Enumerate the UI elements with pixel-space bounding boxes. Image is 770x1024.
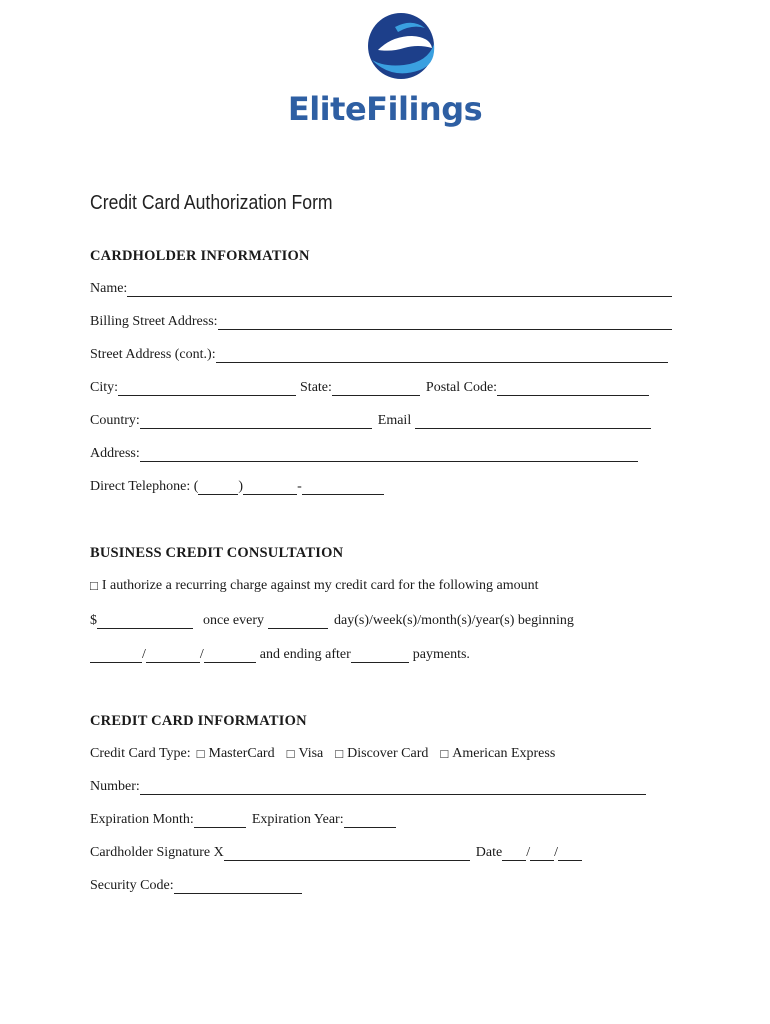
once-every-label: once every [203, 613, 265, 628]
visa-label: Visa [298, 746, 324, 761]
payments-count-field[interactable] [351, 648, 409, 663]
email-field[interactable] [415, 414, 651, 429]
security-code-row [90, 878, 302, 894]
section-heading-card: CREDIT CARD INFORMATION [90, 713, 307, 729]
date-day-field[interactable] [530, 846, 554, 861]
country-label: Country: [90, 413, 140, 428]
authorize-text: I authorize a recurring charge against my credit card for the following amount [101, 578, 539, 593]
card-number-field[interactable] [140, 780, 646, 795]
visa-checkbox[interactable]: □ [286, 746, 295, 761]
state-field[interactable] [332, 381, 420, 396]
country-field[interactable] [140, 414, 372, 429]
payments-label: payments. [412, 647, 470, 662]
frequency-field[interactable] [268, 614, 328, 629]
postal-code-field[interactable] [497, 381, 649, 396]
card-number-label: Number: [90, 779, 140, 794]
logo-emblem-icon [0, 10, 770, 90]
start-month-field[interactable] [90, 648, 142, 663]
street-cont-field[interactable] [216, 348, 668, 363]
address-row [90, 446, 638, 462]
exp-month-field[interactable] [194, 813, 246, 828]
form-title: Credit Card Authorization Form [90, 192, 333, 214]
authorize-row [90, 578, 539, 594]
security-code-label: Security Code: [90, 878, 174, 893]
mastercard-label: MasterCard [208, 746, 275, 761]
phone-area-field[interactable] [198, 480, 238, 495]
name-row [90, 281, 672, 297]
street-cont-row [90, 347, 668, 363]
exp-year-field[interactable] [344, 813, 396, 828]
phone-label: Direct Telephone: ( [90, 479, 199, 494]
card-type-label: Credit Card Type: [90, 746, 191, 761]
billing-label: Billing Street Address: [90, 314, 218, 329]
amount-row [90, 613, 574, 629]
date-year-field[interactable] [558, 846, 582, 861]
security-code-field[interactable] [174, 879, 302, 894]
phone-dash: - [297, 479, 302, 494]
amex-label: American Express [452, 746, 556, 761]
logo-wordmark: EliteFilings [287, 90, 483, 128]
start-day-field[interactable] [146, 648, 200, 663]
start-date-row [90, 647, 470, 663]
name-field[interactable] [127, 282, 672, 297]
address-field[interactable] [140, 447, 638, 462]
mastercard-checkbox[interactable]: □ [196, 746, 205, 761]
ending-after-label: and ending after [259, 647, 351, 662]
discover-checkbox[interactable]: □ [335, 746, 344, 761]
country-row [90, 413, 651, 429]
dollar-sign: $ [90, 613, 97, 628]
signature-row [90, 845, 582, 861]
slash-2: / [199, 647, 204, 662]
phone-paren: ) [238, 479, 244, 494]
date-month-field[interactable] [502, 846, 526, 861]
amount-field[interactable] [97, 614, 193, 629]
section-heading-cardholder: CARDHOLDER INFORMATION [90, 248, 310, 264]
state-label: State: [300, 380, 332, 395]
date-label: Date [475, 845, 503, 860]
billing-address-field[interactable] [218, 315, 672, 330]
signature-label: Cardholder Signature X [90, 845, 224, 860]
date-slash-1: / [526, 845, 531, 860]
signature-field[interactable] [224, 846, 470, 861]
phone-prefix-field[interactable] [243, 480, 297, 495]
start-year-field[interactable] [204, 648, 256, 663]
periods-label: day(s)/week(s)/month(s)/year(s) beginning [334, 613, 574, 628]
city-row [90, 380, 649, 396]
city-label: City: [90, 380, 119, 395]
phone-row [90, 479, 384, 495]
elitefilings-logo [0, 10, 770, 128]
street-cont-label: Street Address (cont.): [90, 347, 216, 362]
section-heading-consultation: BUSINESS CREDIT CONSULTATION [90, 545, 344, 561]
expiration-row [90, 812, 396, 828]
amex-checkbox[interactable]: □ [440, 746, 449, 761]
card-number-row [90, 779, 646, 795]
address-label: Address: [90, 446, 140, 461]
exp-month-label: Expiration Month: [90, 812, 194, 827]
card-type-row [90, 746, 555, 762]
authorize-checkbox[interactable]: □ [90, 578, 98, 593]
billing-row [90, 314, 672, 330]
city-field[interactable] [118, 381, 296, 396]
exp-year-label: Expiration Year: [251, 812, 344, 827]
phone-line-field[interactable] [302, 480, 384, 495]
slash-1: / [142, 647, 146, 662]
postal-label: Postal Code: [425, 380, 498, 395]
date-slash-2: / [554, 845, 558, 860]
name-label: Name: [90, 281, 128, 296]
discover-label: Discover Card [347, 746, 429, 761]
email-label: Email [377, 413, 412, 428]
